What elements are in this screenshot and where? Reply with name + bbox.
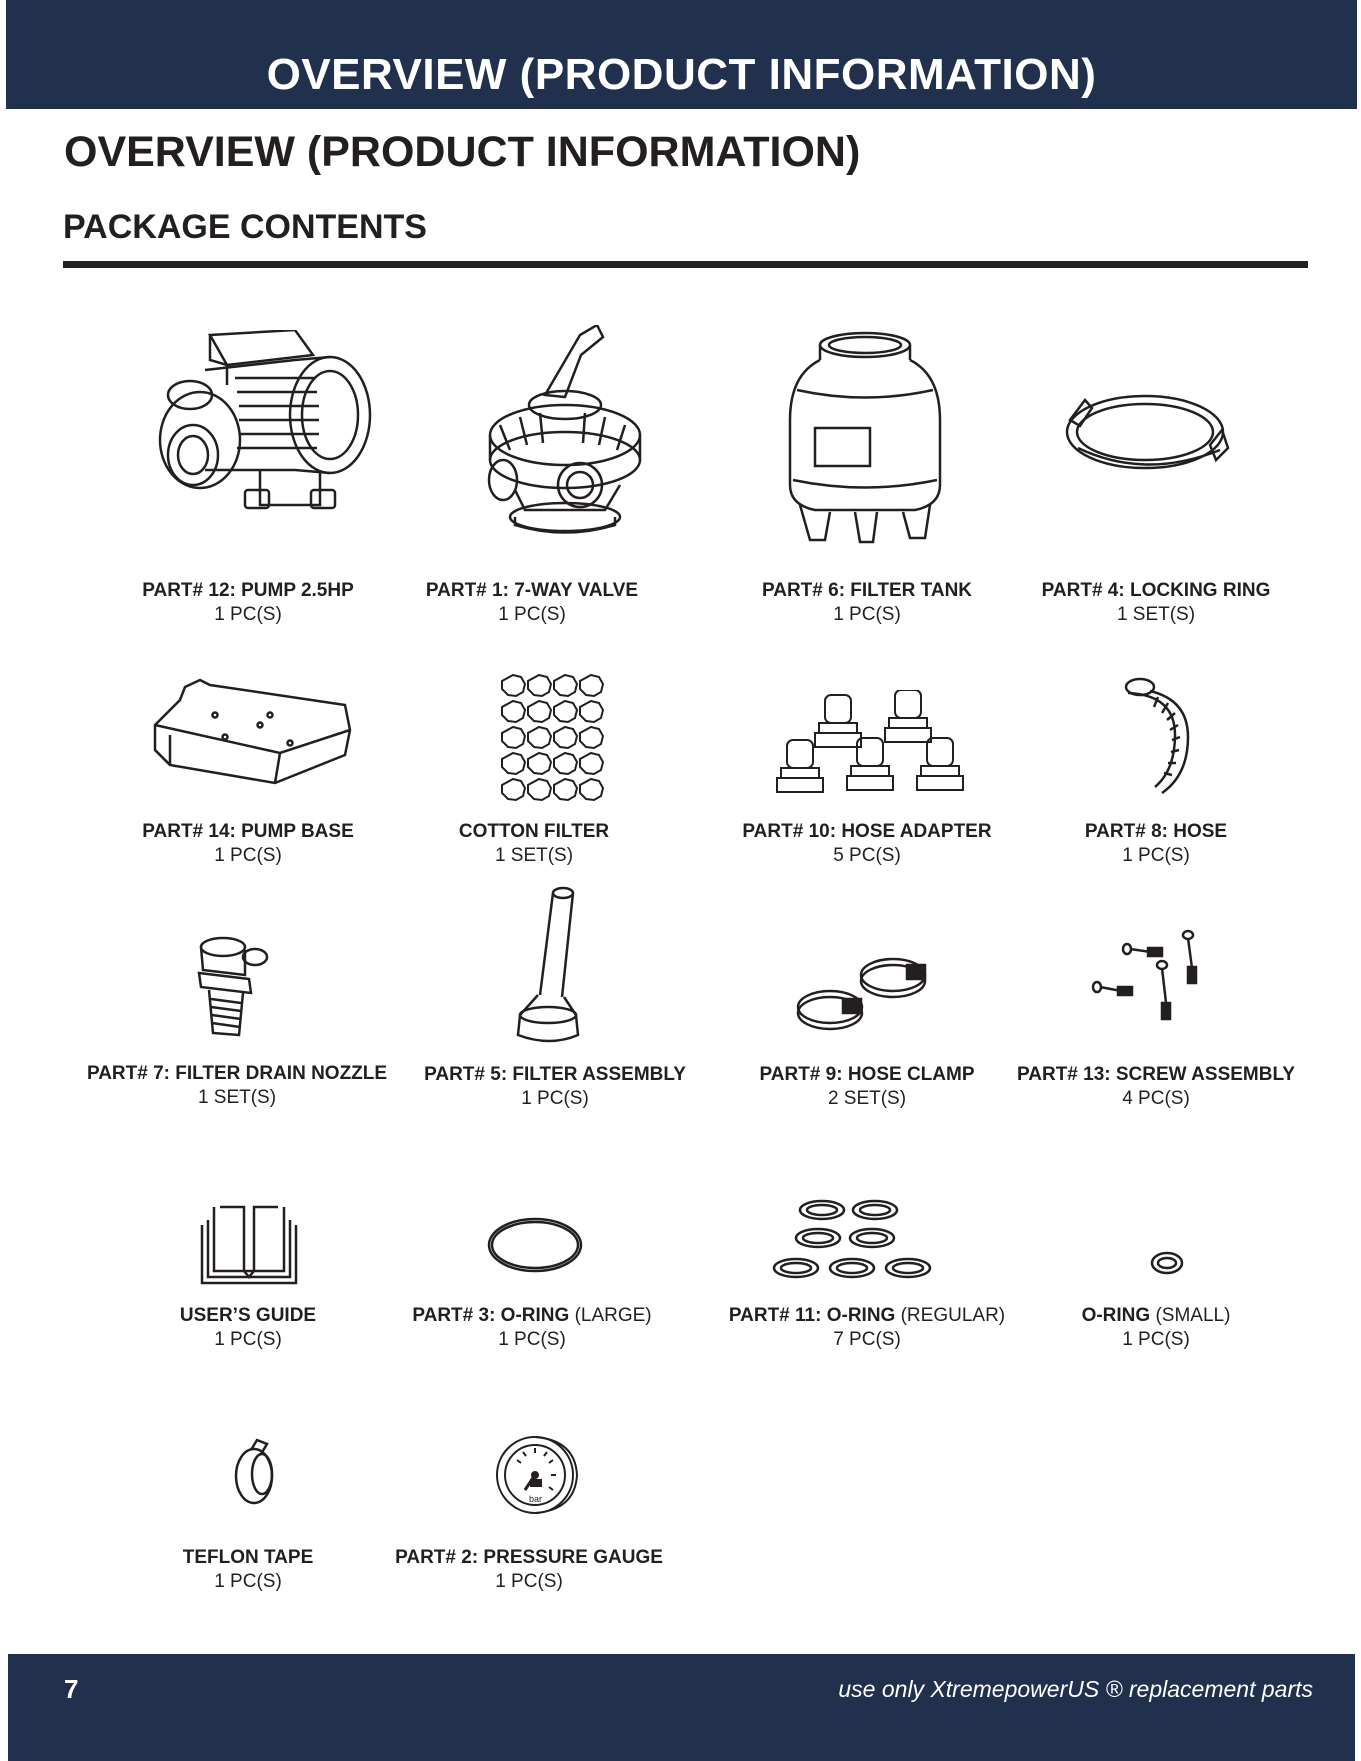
part-title: PART# 11: O-RING (REGULAR) [728, 1305, 1006, 1326]
part-quantity: 1 PC(S) [498, 1329, 566, 1350]
teflon-tape-icon [233, 1438, 275, 1506]
part-title: PART# 3: O-RING (LARGE) [412, 1305, 652, 1326]
part-quantity: 1 PC(S) [1122, 845, 1190, 866]
part-quantity: 1 SET(S) [1116, 604, 1196, 625]
part-title: PART# 8: HOSE [1084, 821, 1228, 842]
part-card [986, 820, 1326, 868]
footer-bar [8, 1654, 1355, 1761]
part-title: PART# 9: HOSE CLAMP [759, 1064, 975, 1085]
hose-adapter-icon [775, 690, 970, 800]
part-card [385, 1063, 725, 1111]
screw-assembly-icon [1090, 925, 1220, 1025]
part-card [362, 1304, 702, 1352]
part-quantity: 5 PC(S) [833, 845, 901, 866]
filter-tank-icon [785, 330, 945, 545]
part-card [986, 579, 1326, 627]
users-guide-icon [200, 1205, 298, 1285]
part-quantity: 1 PC(S) [214, 1571, 282, 1592]
page-title: OVERVIEW (PRODUCT INFORMATION) [64, 128, 861, 176]
part-quantity: 1 PC(S) [214, 845, 282, 866]
part-title: PART# 4: LOCKING RING [1041, 580, 1271, 601]
part-quantity: 1 SET(S) [494, 845, 574, 866]
part-quantity: 1 PC(S) [1122, 1329, 1190, 1350]
part-title: PART# 7: FILTER DRAIN NOZZLE [86, 1063, 388, 1084]
hose-clamp-icon [795, 955, 935, 1035]
banner-title: OVERVIEW (PRODUCT INFORMATION) [266, 50, 1097, 99]
part-title: TEFLON TAPE [182, 1547, 314, 1568]
part-title: COTTON FILTER [458, 821, 610, 842]
o-ring-large-icon [485, 1215, 585, 1275]
part-card [364, 820, 704, 868]
part-card [986, 1304, 1326, 1352]
part-title: O-RING (SMALL) [1081, 1305, 1231, 1326]
o-ring-regular-icon [770, 1198, 935, 1283]
section-divider [63, 261, 1308, 268]
part-title: PART# 6: FILTER TANK [761, 580, 973, 601]
pressure-gauge-icon [495, 1430, 585, 1520]
part-quantity: 1 PC(S) [214, 1329, 282, 1350]
part-title: PART# 1: 7-WAY VALVE [425, 580, 639, 601]
valve-icon [485, 325, 645, 540]
part-quantity: 1 PC(S) [833, 604, 901, 625]
part-quantity: 1 SET(S) [197, 1087, 277, 1108]
part-title: PART# 14: PUMP BASE [142, 821, 354, 842]
o-ring-small-icon [1150, 1250, 1184, 1276]
part-quantity: 7 PC(S) [833, 1329, 901, 1350]
part-quantity: 1 PC(S) [495, 1571, 563, 1592]
pump-base-icon [150, 675, 355, 790]
part-quantity: 1 PC(S) [498, 604, 566, 625]
pump-icon [145, 330, 375, 545]
drain-nozzle-icon [195, 935, 275, 1040]
page-number: 7 [64, 1674, 79, 1704]
part-card [986, 1063, 1326, 1111]
hose-icon [1120, 675, 1195, 795]
locking-ring-icon [1060, 390, 1230, 480]
part-title: PART# 10: HOSE ADAPTER [742, 821, 992, 842]
part-title: PART# 2: PRESSURE GAUGE [395, 1547, 663, 1568]
part-title: PART# 13: SCREW ASSEMBLY [1016, 1064, 1295, 1085]
section-title: PACKAGE CONTENTS [63, 208, 427, 246]
part-quantity: 2 SET(S) [827, 1088, 907, 1109]
footer-note: use only XtremepowerUS ® replacement parts [838, 1676, 1313, 1702]
part-card [359, 1546, 699, 1594]
cotton-filter-icon [498, 672, 613, 812]
part-quantity: 1 PC(S) [521, 1088, 589, 1109]
part-title: PART# 5: FILTER ASSEMBLY [424, 1064, 686, 1085]
part-title: USER’S GUIDE [179, 1305, 317, 1326]
part-quantity: 1 PC(S) [214, 604, 282, 625]
gauge-unit-label: bar [529, 1494, 543, 1504]
part-title: PART# 12: PUMP 2.5HP [142, 580, 354, 601]
filter-assembly-icon [510, 885, 585, 1045]
top-banner [6, 0, 1357, 109]
part-card [67, 1062, 407, 1110]
part-quantity: 4 PC(S) [1122, 1088, 1190, 1109]
part-card [362, 579, 702, 627]
